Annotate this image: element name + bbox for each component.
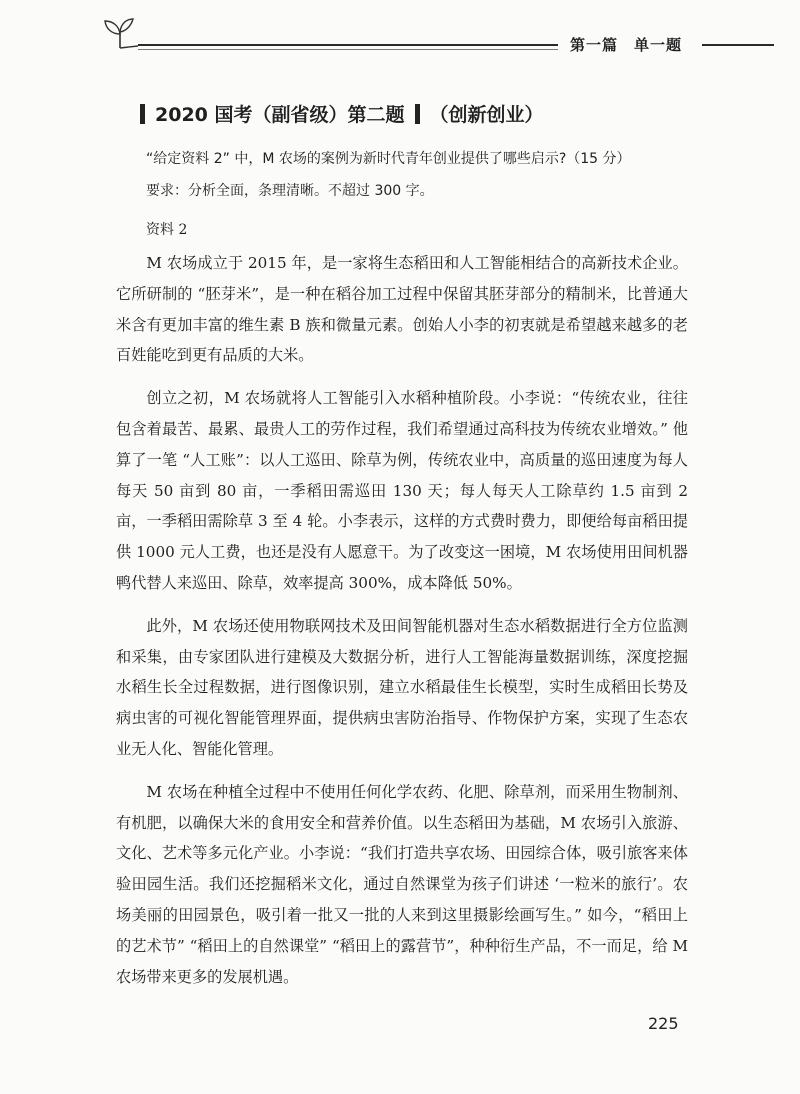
title-tag: （创新创业）: [429, 104, 544, 126]
title-main: 2020 国考（副省级）第二题: [155, 104, 405, 126]
material-paragraph-3: 此外，M 农场还使用物联网技术及田间智能机器对生态水稻数据进行全方位监测和采集，由专家团队进行建模及大数据分析，进行人工智能海量数据训练，深度挖掘水稻生长全过程数据，进行图像识别，建立水稻最佳生长模型，实时生成稻田长势及病虫害的可视化智能管理界面，提供病虫害防治指导、作物保护方案，实现了生态农业无人化、智能化管理。: [116, 616, 688, 758]
title-bar-right: [415, 104, 420, 124]
material-paragraph-2: 创立之初，M 农场就将人工智能引入水稻种植阶段。小李说：“传统农业，往往包含着最苦、最累、最贵人工的劳作过程，我们希望通过高科技为传统农业增效。” 他算了一笔 “人工账”：以人工巡田、除草为例，传统农业中，高质量的巡田速度为每人每天 50 亩到 80 亩，一季稻田需巡田 130 天；每人每天人工除草约 1.5 亩到 2 亩，一季稻田需除草 3 至 4 轮。小李表示，这样的方式费时费力，即便给每亩稻田提供 1000 元人工费，也还是没有人愿意干。为了改变这一困境，M 农场使用田间机器鸭代替人来巡田、除草，效率提高 300%，成本降低 50%。: [116, 389, 688, 592]
question-title: [140, 100, 544, 127]
header-text: [570, 34, 682, 55]
header-rule-left: [138, 44, 558, 46]
header-part: 第一篇: [570, 36, 619, 54]
material-body: [116, 248, 688, 1004]
page-header: [0, 0, 800, 70]
header-rule-right: [702, 44, 774, 46]
material-paragraph-1: M 农场成立于 2015 年，是一家将生态稻田和人工智能相结合的高新技术企业。它所研制的 “胚芽米”，是一种在稻谷加工过程中保留其胚芽部分的精制米，比普通大米含有更加丰富的维生素 B 族和微量元素。创始人小李的初衷就是希望越来越多的老百姓能吃到更有品质的大米。: [116, 254, 688, 365]
page-number: 225: [648, 1014, 679, 1033]
material-label: 资料 2: [146, 222, 188, 238]
header-section: 单一题: [634, 36, 683, 54]
material-paragraph-4: M 农场在种植全过程中不使用任何化学农药、化肥、除草剂，而采用生物制剂、有机肥，以确保大米的食用安全和营养价值。以生态稻田为基础，M 农场引入旅游、文化、艺术等多元化产业。小李说：“我们打造共享农场、田园综合体，吸引旅客来体验田园生活。我们还挖掘稻米文化，通过自然课堂为孩子们讲述 ‘一粒米的旅行’。农场美丽的田园景色，吸引着一批又一批的人来到这里摄影绘画写生。” 如今，“稻田上的艺术节” “稻田上的自然课堂” “稻田上的露营节”，种种衍生产品，不一而足，给 M 农场带来更多的发展机遇。: [116, 782, 688, 986]
requirement-text: 要求：分析全面，条理清晰。不超过 300 字。: [146, 183, 434, 199]
title-bar-left: [140, 104, 145, 124]
sprout-icon: [100, 14, 140, 50]
question-text: “给定资料 2” 中，M 农场的案例为新时代青年创业提供了哪些启示?（15 分）: [146, 151, 631, 167]
